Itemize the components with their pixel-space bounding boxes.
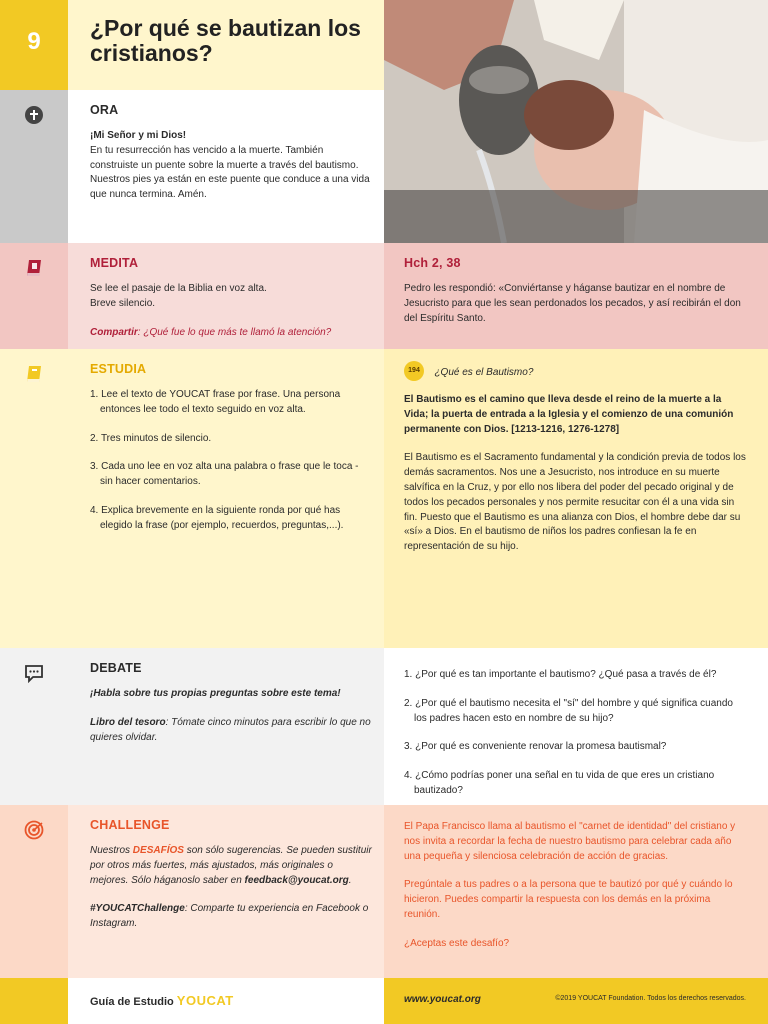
verse-reference: Hch 2, 38 (404, 256, 461, 270)
debate-title: DEBATE (90, 661, 142, 675)
study-step: 4. Explica brevemente en la siguiente ronda por qué has elegido la frase (por ejemplo, recuerdos, preguntas,...). (90, 504, 344, 531)
footer-guide-title (90, 993, 384, 1008)
treasure-book-note (90, 716, 384, 746)
copyright-text: ©2019 YOUCAT Foundation. Todos los derechos reservados. (555, 995, 746, 1002)
debate-content (68, 648, 384, 805)
ora-section (0, 90, 768, 243)
challenge-intro-pre: Nuestros (90, 845, 133, 856)
footer-band (0, 978, 768, 1024)
estudia-section (0, 349, 768, 648)
debate-prompt: ¡Habla sobre tus propias preguntas sobre este tema! (90, 688, 341, 699)
challenge-intro-post: son sólo sugerencias. Se pueden sustituir por otros más fuertes, más ajustados, más originales o mejores. Sólo háganoslo saber en (90, 845, 372, 886)
challenge-icon-block (0, 805, 68, 978)
challenge-title: CHALLENGE (90, 818, 170, 832)
challenge-paragraph-1: El Papa Francisco llama al bautismo el "carnet de identidad" del cristiano y nos invita a recordar la fecha de nuestro bautismo para celebrar cada año una pequeña y silenciosa celebración de acción de gracias. (404, 821, 736, 862)
footer-guide-text: Guía de Estudio (90, 996, 177, 1008)
debate-questions-block (384, 648, 768, 805)
study-step: 1. Lee el texto de YOUCAT frase por frase. Una persona entonces lee todo el texto seguido en voz alta. (90, 389, 341, 415)
share-prompt (90, 326, 384, 341)
challenge-right-block (384, 805, 768, 978)
medita-content (68, 243, 384, 349)
youcat-logo-text: YOUCAT (176, 993, 234, 1008)
medita-title: MEDITA (90, 256, 139, 270)
challenge-paragraph-2: Pregúntale a tus padres o a la persona que te bautizó por qué y cuándo lo hicieron. Puedes compartir la respuesta con los demás en la próxima reunión. (404, 879, 733, 920)
ora-icon-block (0, 90, 68, 243)
debate-question: 2. ¿Por qué el bautismo necesita el "sí" del hombre y qué significa cuando los padres hacen esto en nombre de su hijo? (404, 697, 733, 724)
bible-verse-block (384, 243, 768, 349)
prayer-cross-icon (24, 105, 44, 125)
lesson-number: 9 (27, 28, 41, 55)
page-title: ¿Por qué se bautizan los cristianos? (90, 15, 361, 66)
question-row (404, 361, 748, 381)
youcat-answer-bold: El Bautismo es el camino que lleva desde el reino de la muerte a la Vida; la puerta de entrada a la Iglesia y el comienzo de una comunión permanente con Dios. [1213-1216, 1276-1278] (404, 394, 734, 435)
challenge-intro-end: . (348, 874, 352, 886)
challenge-question: ¿Aceptas este desafío? (404, 937, 510, 949)
youcat-answer-block (384, 349, 768, 648)
footer-left-block (0, 978, 68, 1024)
website-link[interactable]: www.youcat.org (404, 994, 481, 1005)
youcat-answer-body: El Bautismo es el Sacramento fundamental y la condición previa de todos los demás sacramentos. Nos une a Jesucristo, nos introduce en su muerte salvífica en la Cruz, y por ello nos libera del poder del pecado original y de todos los pecados personales y nos permite resucitar con él a una vida sin fin. Puesto que el Bautismo es una alianza con Dios, el hombre debe dar su «sí» a Dios. En el bautismo de niños los padres confiesan la fe en representación de su hijo. (404, 452, 746, 553)
header-title-block (68, 0, 384, 90)
debate-questions (404, 668, 748, 799)
treasure-text: : Tómate cinco minutos para escribir lo que no quieres olvidar. (90, 716, 371, 743)
study-book-icon (24, 364, 44, 384)
footer-right-block (384, 978, 768, 1024)
debate-question: 4. ¿Cómo podrías poner una señal en tu vida de que eres un cristiano bautizado? (404, 770, 715, 796)
youcat-question: ¿Qué es el Bautismo? (434, 367, 534, 379)
target-icon (24, 820, 44, 840)
challenge-intro (90, 844, 384, 888)
estudia-content (68, 349, 384, 648)
challenge-word: DESAFÍOS (132, 845, 184, 856)
challenge-hashtag: #YOUCATChallenge (90, 903, 185, 915)
hashtag-note (90, 902, 384, 932)
speech-bubble-icon (24, 663, 44, 683)
header-number-block (0, 0, 68, 90)
estudia-icon-block (0, 349, 68, 648)
treasure-label: Libro del tesoro (90, 716, 166, 728)
debate-section (0, 648, 768, 805)
challenge-section (0, 805, 768, 978)
prayer-body: En tu resurrección has vencido a la muerte. También construiste un puente sobre la muerte a través del bautismo. Nuestros pies ya están en este puente que conduce a una vida que nunca termina. Amén. (90, 144, 370, 201)
debate-icon-block (0, 648, 68, 805)
bible-book-icon (24, 258, 44, 278)
challenge-content (68, 805, 384, 978)
share-label: Compartir (90, 326, 138, 338)
ora-content (68, 90, 384, 243)
study-step: 3. Cada uno lee en voz alta una palabra o frase que le toca - sin hacer comentarios. (90, 461, 359, 488)
medita-icon-block (0, 243, 68, 349)
verse-text: Pedro les respondió: «Conviértanse y háganse bautizar en el nombre de Jesucristo para que les sean perdonados los pecados, y así recibirán el don del Espíritu Santo. (404, 283, 741, 324)
study-steps (90, 388, 384, 534)
question-number-badge: 194 (404, 361, 424, 381)
medita-line-1: Se lee el pasaje de la Biblia en voz alta. (90, 283, 267, 294)
medita-line-2: Breve silencio. (90, 297, 156, 309)
share-text: : ¿Qué fue lo que más te llamó la atención? (137, 326, 332, 338)
feedback-email-link[interactable]: feedback@youcat.org (244, 874, 349, 886)
medita-section (0, 243, 768, 349)
debate-question: 1. ¿Por qué es tan importante el bautismo? ¿Qué pasa a través de él? (404, 669, 717, 680)
estudia-title: ESTUDIA (90, 362, 147, 376)
study-step: 2. Tres minutos de silencio. (90, 432, 212, 444)
debate-question: 3. ¿Por qué es conveniente renovar la promesa bautismal? (404, 741, 667, 753)
ora-title: ORA (90, 103, 119, 117)
hashtag-text: : Comparte tu experiencia en Facebook o Instagram. (90, 903, 369, 930)
prayer-heading: ¡Mi Señor y mi Dios! (90, 130, 187, 141)
footer-guide-block (68, 978, 384, 1024)
